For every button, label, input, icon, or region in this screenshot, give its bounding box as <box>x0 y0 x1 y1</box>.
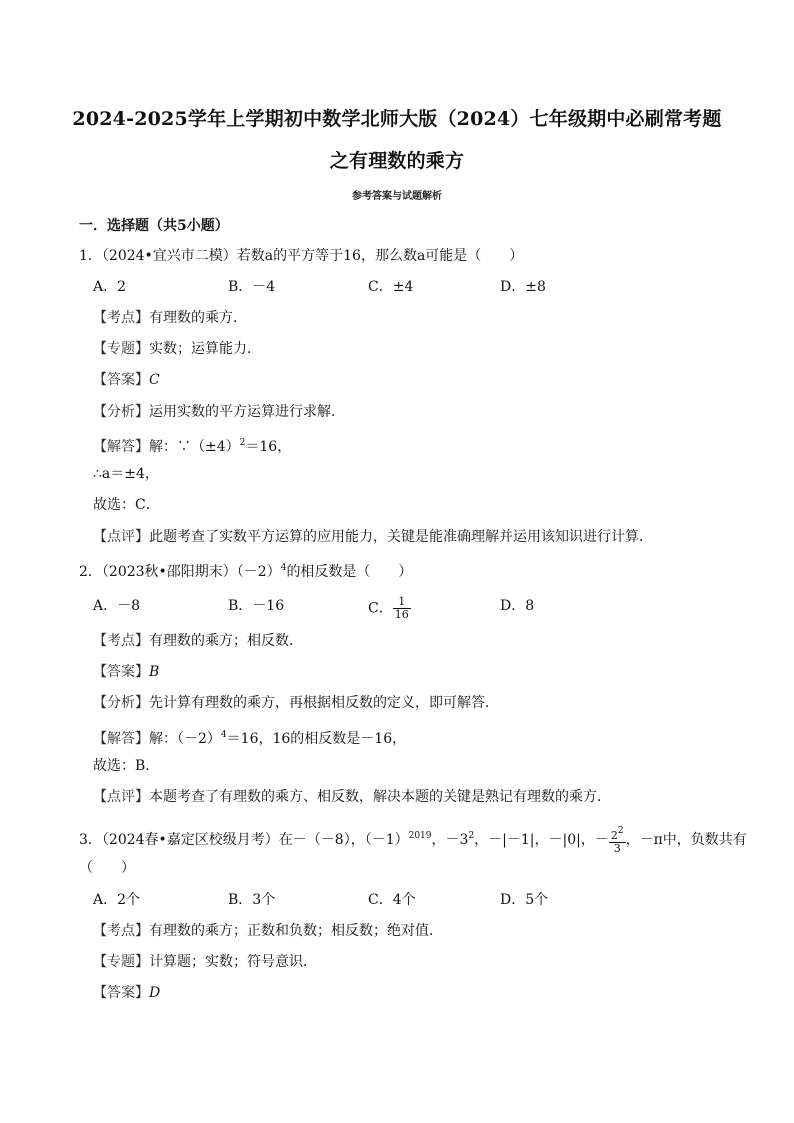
q1-step2: ∴a＝±4， <box>93 466 159 482</box>
q2-option-c-label: C． <box>368 600 393 617</box>
q3-stem-exp2: 2 <box>468 831 475 841</box>
q2-jieda-post: ＝16，16的相反数是－16， <box>226 731 407 747</box>
q2-stem-exp: 4 <box>280 563 287 573</box>
q3-stem <box>79 825 747 855</box>
q2-option-a: A．－8 <box>93 598 141 614</box>
q1-step3: 故选：C． <box>93 497 160 513</box>
q2-dianping-text: 本题考查了有理数的乘方、相反数，解决本题的关键是熟记有理数的乘方． <box>149 789 611 805</box>
q1-jieda-tag: 【解答】 <box>93 439 149 455</box>
q2-stem <box>79 558 412 582</box>
q3-stem-c: ，－|－1|，－|0|，－ <box>474 832 609 848</box>
q1-option-a: A．2 <box>93 279 127 295</box>
q2-option-c <box>368 596 411 621</box>
q3-daan-text: D <box>149 985 161 1001</box>
q1-kaodian <box>93 308 247 328</box>
q2-dianping-tag: 【点评】 <box>93 789 149 805</box>
q2-jieda <box>93 725 406 749</box>
q2-dianping <box>93 787 611 807</box>
q1-option-d: D．±8 <box>500 279 546 295</box>
q3-option-a: A．2个 <box>93 892 141 908</box>
q3-frac-num-base: 2 <box>610 829 618 842</box>
q2-fenxi-tag: 【分析】 <box>93 695 149 711</box>
q3-stem-d: ，－π中，负数共有 <box>625 832 747 848</box>
q1-dianping-text: 此题考查了实数平方运算的应用能力，关键是能准确理解并运用该知识进行计算． <box>149 529 653 545</box>
q3-option-d: D．5个 <box>500 892 549 908</box>
q1-kaodian-text: 有理数的乘方． <box>149 310 247 326</box>
q2-stem-post: 的相反数是（ ） <box>286 564 413 580</box>
q1-dianping-tag: 【点评】 <box>93 529 149 545</box>
q3-stem-a: 3．（2024春•嘉定区校级月考）在－（－8），（－1） <box>79 832 409 848</box>
page-title-line1: 2024-2025学年上学期初中数学北师大版（2024）七年级期中必刷常考题 <box>72 108 722 130</box>
q1-jieda-post: ＝16， <box>245 439 292 455</box>
page-subtitle: 参考答案与试题解析 <box>352 191 442 202</box>
q1-fenxi <box>93 402 345 422</box>
q3-daan <box>93 983 160 1003</box>
q1-fenxi-tag: 【分析】 <box>93 404 149 420</box>
section-heading: 一．选择题（共5小题） <box>79 218 229 234</box>
q3-frac-num <box>609 825 626 843</box>
q3-stem-exp1: 2019 <box>408 831 432 841</box>
q2-jieda-tag: 【解答】 <box>93 731 149 747</box>
page-title-line2: 之有理数的乘方 <box>329 150 465 172</box>
q1-zhuanti <box>93 339 261 359</box>
q2-stem-pre: 2．（2023秋•邵阳期末）（－2） <box>79 564 281 580</box>
q3-kaodian <box>93 921 443 941</box>
q2-jieda-pre: 解：（－2） <box>149 731 221 747</box>
q1-daan-text: C <box>149 372 160 388</box>
q2-kaodian-text: 有理数的乘方；相反数． <box>149 633 303 649</box>
q1-daan <box>93 370 160 390</box>
q1-jieda-pre: 解：∵（±4） <box>149 439 240 455</box>
q2-daan <box>93 662 159 682</box>
q3-daan-tag: 【答案】 <box>93 985 149 1001</box>
q3-kaodian-text: 有理数的乘方；正数和负数；相反数；绝对值． <box>149 923 443 939</box>
q1-jieda <box>93 433 291 457</box>
q1-daan-tag: 【答案】 <box>93 372 149 388</box>
q2-option-c-num: 1 <box>393 596 411 609</box>
q1-zhuanti-tag: 【专题】 <box>93 341 149 357</box>
q3-zhuanti-text: 计算题；实数；符号意识． <box>149 954 317 970</box>
q3-option-c: C．4个 <box>368 892 416 908</box>
q3-stem-b: ，－3 <box>431 832 469 848</box>
q1-fenxi-text: 运用实数的平方运算进行求解． <box>149 404 345 420</box>
q2-daan-tag: 【答案】 <box>93 664 149 680</box>
q1-zhuanti-text: 实数；运算能力． <box>149 341 261 357</box>
q2-option-b: B．－16 <box>228 598 285 614</box>
q1-stem: 1．（2024•宜兴市二模）若数a的平方等于16，那么数a可能是（ ） <box>79 248 524 264</box>
q3-frac-den: 3 <box>613 842 621 855</box>
q2-fenxi-text: 先计算有理数的乘方，再根据相反数的定义，即可解答． <box>149 695 499 711</box>
q2-fenxi <box>93 693 499 713</box>
q3-zhuanti <box>93 952 317 972</box>
q2-jieda-exp: 4 <box>220 730 227 740</box>
q2-option-d: D．8 <box>500 598 535 614</box>
q2-step2: 故选：B． <box>93 758 160 774</box>
q1-dianping <box>93 527 653 547</box>
q1-option-b: B．－4 <box>228 279 276 295</box>
q2-kaodian <box>93 631 303 651</box>
q3-stem-fraction <box>609 825 626 855</box>
q3-frac-num-exp: 2 <box>617 826 624 836</box>
q2-daan-text: B <box>149 664 160 680</box>
q1-jieda-exp: 2 <box>239 438 246 448</box>
q2-kaodian-tag: 【考点】 <box>93 633 149 649</box>
q1-kaodian-tag: 【考点】 <box>93 310 149 326</box>
q3-option-b: B．3个 <box>228 892 276 908</box>
q3-stem-line2: （ ） <box>79 860 135 876</box>
q2-option-c-den: 16 <box>394 608 409 621</box>
q3-kaodian-tag: 【考点】 <box>93 923 149 939</box>
q3-zhuanti-tag: 【专题】 <box>93 954 149 970</box>
q1-option-c: C．±4 <box>368 279 414 295</box>
q2-option-c-fraction <box>393 596 411 621</box>
